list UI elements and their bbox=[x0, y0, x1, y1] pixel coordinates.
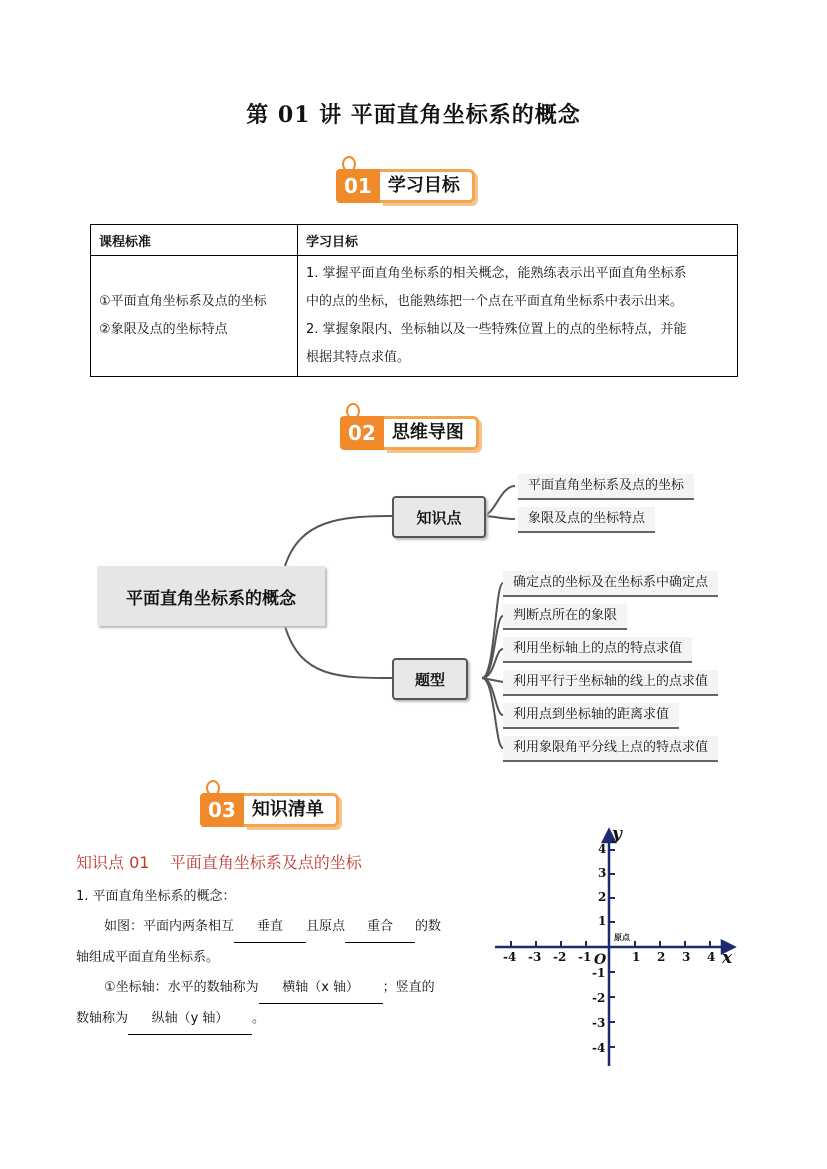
mindmap-leaf: 利用点到坐标轴的距离求值 bbox=[503, 703, 679, 729]
text-span: 。 bbox=[252, 1011, 266, 1026]
table-header-standard: 课程标准 bbox=[91, 225, 298, 256]
text-span: 且原点 bbox=[306, 919, 346, 934]
objective-line: 根据其特点求值。 bbox=[306, 350, 411, 365]
x-axis-label: x bbox=[722, 948, 733, 968]
text-span: 数轴称为 bbox=[76, 1011, 129, 1026]
mindmap-leaf: 利用坐标轴上的点的特点求值 bbox=[503, 637, 692, 663]
mindmap-leaf: 确定点的坐标及在坐标系中确定点 bbox=[503, 571, 718, 597]
y-tick-label: -4 bbox=[592, 1041, 606, 1055]
x-tick-label: 2 bbox=[657, 950, 666, 964]
table-header-goal: 学习目标 bbox=[298, 225, 738, 256]
standard-item: ②象限及点的坐标特点 bbox=[99, 322, 228, 337]
section-number: 01 bbox=[336, 169, 380, 203]
origin-tag: 原点 bbox=[614, 933, 630, 942]
x-tick-label: 3 bbox=[682, 950, 691, 964]
x-tick-label: 4 bbox=[707, 950, 716, 964]
fill-blank: 纵轴（y 轴） bbox=[128, 1004, 252, 1035]
text-span: ①坐标轴：水平的数轴称为 bbox=[104, 980, 259, 995]
mindmap-branch-knowledge: 知识点 bbox=[392, 496, 486, 538]
mindmap-branch-questions: 题型 bbox=[392, 658, 468, 700]
text-span: ；竖直的 bbox=[382, 980, 435, 995]
objective-line: 2. 掌握象限内、坐标轴以及一些特殊位置上的点的坐标特点，并能 bbox=[306, 322, 687, 337]
x-tick-label: -1 bbox=[578, 950, 592, 964]
y-tick-label: -1 bbox=[592, 966, 606, 980]
y-tick-label: 1 bbox=[598, 914, 607, 928]
coordinate-axes-figure bbox=[490, 826, 740, 1066]
text-span: 如图：平面内两条相互 bbox=[104, 919, 235, 934]
text-span: 的数 bbox=[415, 919, 442, 934]
fill-blank: 垂直 bbox=[234, 912, 306, 943]
y-axis-label: y bbox=[612, 824, 622, 844]
fill-blank: 横轴（x 轴） bbox=[259, 973, 383, 1004]
y-tick-label: -3 bbox=[592, 1016, 606, 1030]
badge-curl-icon bbox=[206, 780, 220, 796]
fill-blank: 重合 bbox=[345, 912, 415, 943]
x-tick-label: -4 bbox=[503, 950, 517, 964]
y-tick-label: 2 bbox=[598, 890, 607, 904]
knowledge-item-title: 1. 平面直角坐标系的概念： bbox=[76, 889, 236, 904]
section-label: 思维导图 bbox=[384, 416, 479, 450]
section-label: 学习目标 bbox=[380, 169, 475, 203]
x-tick-label: 1 bbox=[632, 950, 641, 964]
mindmap-leaf: 平面直角坐标系及点的坐标 bbox=[518, 474, 694, 500]
x-tick-label: -3 bbox=[528, 950, 542, 964]
mindmap-leaf: 判断点所在的象限 bbox=[503, 604, 627, 630]
y-tick-label: 3 bbox=[598, 866, 607, 880]
section-number: 02 bbox=[340, 416, 384, 450]
text-line: 轴组成平面直角坐标系。 bbox=[76, 950, 220, 965]
mindmap-leaf: 利用象限角平分线上点的特点求值 bbox=[503, 736, 718, 762]
y-tick-label: 4 bbox=[598, 842, 607, 856]
standard-item: ①平面直角坐标系及点的坐标 bbox=[99, 294, 267, 309]
section-label: 知识清单 bbox=[244, 793, 339, 827]
mindmap-leaf: 利用平行于坐标轴的线上的点求值 bbox=[503, 670, 718, 696]
objective-line: 1. 掌握平面直角坐标系的相关概念，能熟练表示出平面直角坐标系 bbox=[306, 266, 687, 281]
knowledge-paragraph bbox=[76, 912, 476, 1035]
x-tick-label: -2 bbox=[553, 950, 567, 964]
page-title: 第 01 讲 平面直角坐标系的概念 bbox=[246, 102, 581, 128]
section-badge-03 bbox=[200, 790, 339, 830]
mindmap-root: 平面直角坐标系的概念 bbox=[97, 566, 325, 626]
y-tick-label: -2 bbox=[592, 991, 606, 1005]
mindmap-leaf: 象限及点的坐标特点 bbox=[518, 507, 655, 533]
origin-label: O bbox=[594, 952, 607, 968]
knowledge-heading: 知识点 01 平面直角坐标系及点的坐标 bbox=[76, 853, 362, 872]
objective-line: 中的点的坐标，也能熟练把一个点在平面直角坐标系中表示出来。 bbox=[306, 294, 684, 309]
section-number: 03 bbox=[200, 793, 244, 827]
